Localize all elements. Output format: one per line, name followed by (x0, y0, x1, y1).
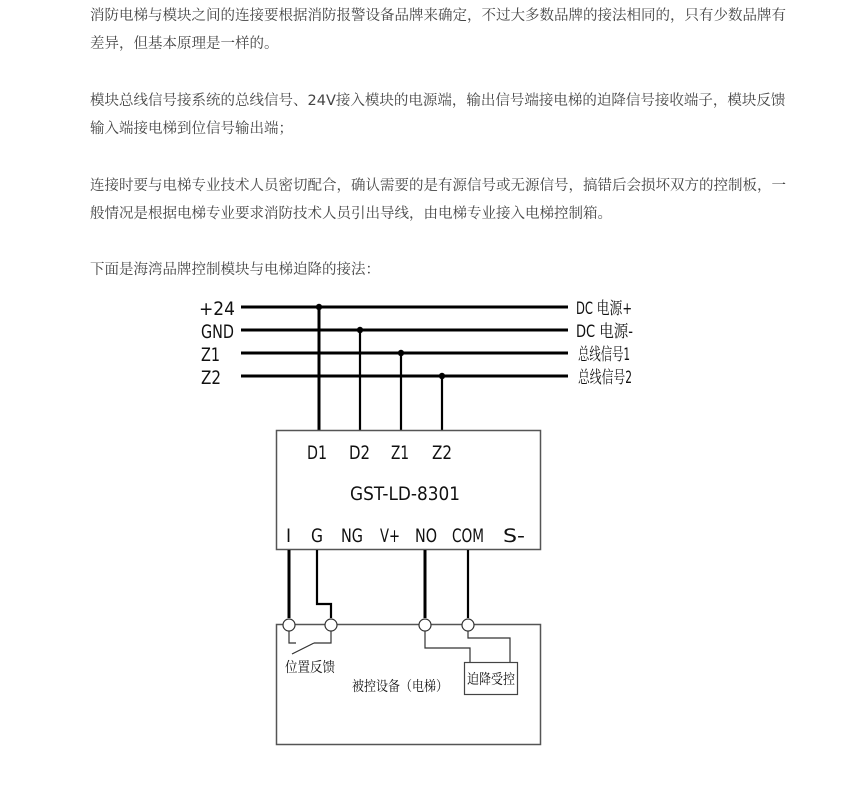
bus-right-labels (576, 299, 633, 388)
equipment-label: 被控设备（电梯） (352, 679, 464, 695)
terminal-z2: Z2 (432, 442, 452, 464)
bus-label-24v: +24 (199, 298, 235, 320)
junction-dot (357, 327, 363, 333)
module-output-wires (289, 550, 468, 618)
paragraph-intro: 消防电梯与模块之间的连接要根据消防报警设备品牌来确定，不过大多数品牌的接法相同的，只有少数品牌有差异，但基本原理是一样的。 (90, 8, 786, 52)
terminal-ng: NG (341, 525, 363, 547)
junction-dot (316, 304, 322, 310)
terminal-g: G (311, 525, 323, 547)
junction-dot (398, 350, 404, 356)
terminal-circle (462, 619, 474, 631)
feedback-switch-lever (292, 643, 314, 654)
bus-left-labels (199, 298, 235, 389)
terminal-s-minus: S- (503, 525, 525, 547)
forced-landing-wire-no (425, 631, 470, 662)
feedback-contact-right (314, 631, 331, 643)
bus-label-gnd: GND (201, 321, 234, 343)
terminal-no: NO (415, 525, 437, 547)
module-model: GST-LD-8301 (350, 483, 460, 505)
terminal-com: COM (452, 525, 484, 547)
wire-g (317, 550, 331, 618)
bus-label-dc-minus: DC 电源- (576, 322, 633, 342)
bus-label-z1: Z1 (201, 344, 220, 366)
junction-dot (439, 373, 445, 379)
module-bottom-terminals (286, 525, 525, 547)
forced-landing-label: 迫降受控 (467, 672, 523, 688)
terminal-vplus: V+ (380, 525, 400, 547)
bus-label-signal1: 总线信号1 (578, 345, 630, 365)
junction-dots (316, 304, 445, 379)
terminal-z1: Z1 (391, 442, 409, 464)
feedback-contact-left (289, 631, 296, 643)
feedback-label: 位置反馈 (285, 660, 341, 676)
module-top-terminals (307, 442, 452, 464)
terminal-d1: D1 (307, 442, 327, 464)
bus-lines (241, 307, 568, 376)
paragraph-wiring: 模块总线信号接系统的总线信号、24V接入模块的电源端，输出信号端接电梯的迫降信号接收端子，模块反馈输入端接电梯到位信号输出端； (90, 93, 786, 137)
bus-label-signal2: 总线信号2 (578, 368, 632, 388)
bus-label-z2: Z2 (201, 367, 221, 389)
terminal-circle (283, 619, 295, 631)
terminal-circle (419, 619, 431, 631)
terminal-d2: D2 (349, 442, 370, 464)
paragraph-coordination: 连接时要与电梯专业技术人员密切配合，确认需要的是有源信号或无源信号，搞错后会损坏双方的控制板，一般情况是根据电梯专业要求消防技术人员引出导线，由电梯专业接入电梯控制箱。 (90, 178, 786, 222)
terminal-circle (325, 619, 337, 631)
terminal-i: I (286, 525, 292, 547)
bus-label-dc-plus: DC 电源+ (576, 299, 632, 319)
forced-landing-wire-com (468, 631, 510, 662)
paragraph-diagram-caption: 下面是海湾品牌控制模块与电梯迫降的接法： (90, 262, 380, 278)
module-input-wires (319, 307, 442, 430)
